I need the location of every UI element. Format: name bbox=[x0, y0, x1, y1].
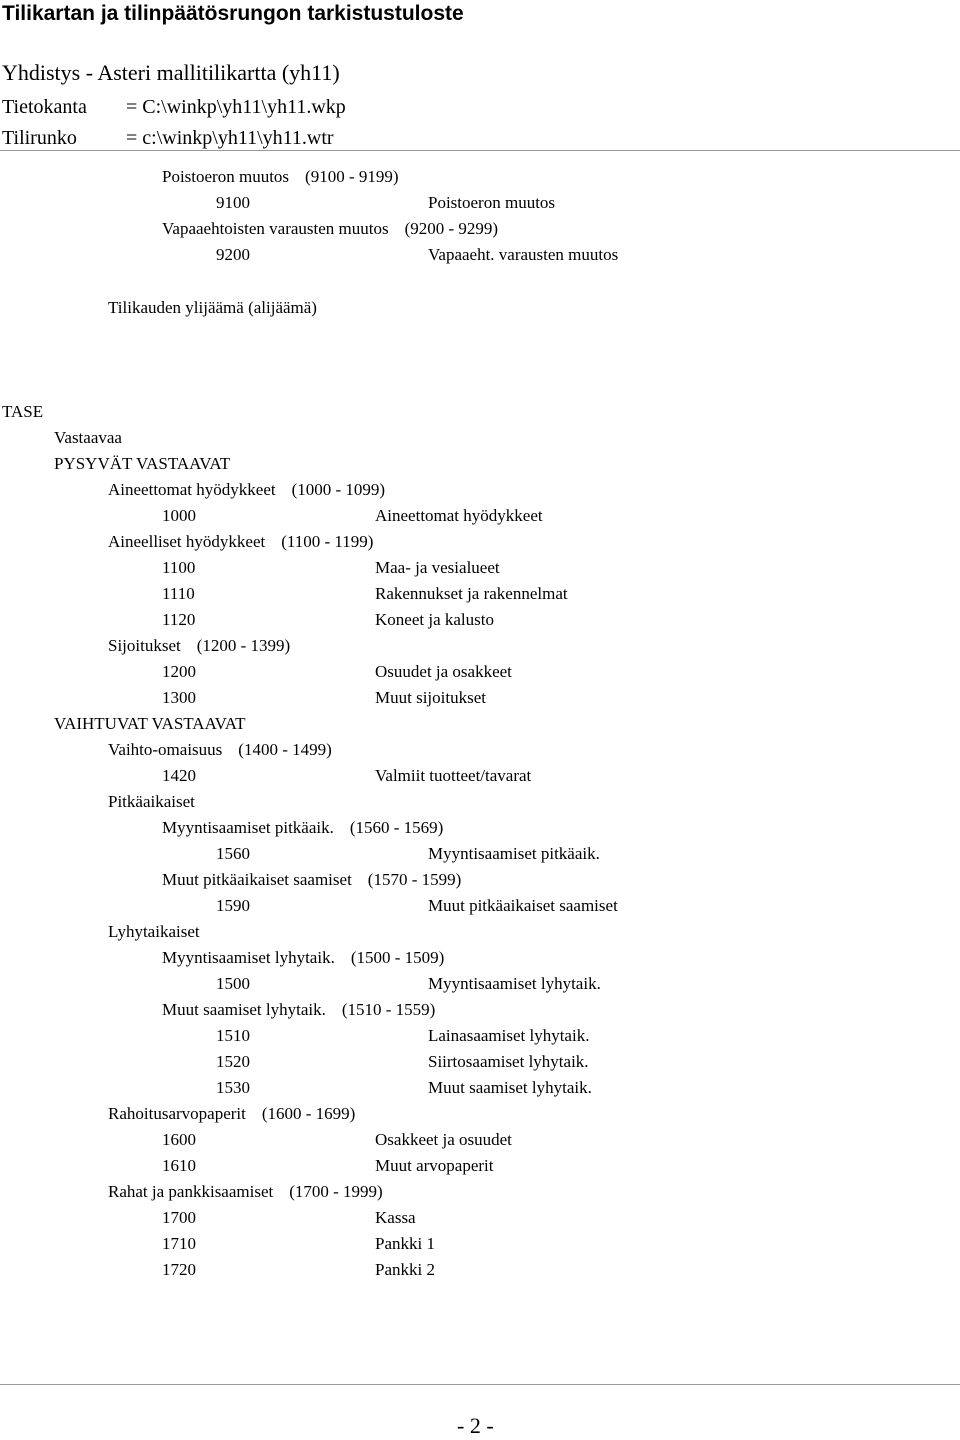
account-number: 1600 bbox=[162, 1130, 196, 1149]
group-range: (1600 - 1699) bbox=[261, 1104, 356, 1123]
group-row bbox=[108, 739, 332, 761]
account-number: 1520 bbox=[216, 1052, 250, 1071]
group-name: Vaihto-omaisuus bbox=[108, 740, 223, 759]
subsection-heading: Lyhytaikaiset bbox=[108, 922, 200, 941]
account-number: 1720 bbox=[162, 1260, 196, 1279]
account-name: Lainasaamiset lyhytaik. bbox=[428, 1026, 590, 1045]
account-number: 1420 bbox=[162, 766, 196, 785]
group-row bbox=[162, 166, 399, 188]
account-number: 1120 bbox=[162, 610, 196, 629]
account-number: 1590 bbox=[216, 896, 250, 915]
account-name: Siirtosaamiset lyhytaik. bbox=[428, 1052, 589, 1071]
assets-heading: Vastaavaa bbox=[54, 428, 122, 447]
group-name: Poistoeron muutos bbox=[162, 167, 290, 186]
group-name: Myyntisaamiset pitkäaik. bbox=[162, 818, 334, 837]
frame-label: Tilirunko bbox=[2, 127, 77, 149]
account-name: Pankki 2 bbox=[375, 1260, 435, 1279]
database-path: = C:\winkp\yh11\yh11.wkp bbox=[126, 96, 346, 118]
group-row bbox=[108, 1181, 383, 1203]
account-name: Myyntisaamiset lyhytaik. bbox=[428, 974, 601, 993]
group-row bbox=[108, 1103, 355, 1125]
report-title: Tilikartan ja tilinpäätösrungon tarkistustuloste bbox=[2, 2, 464, 25]
group-row bbox=[162, 817, 443, 839]
account-number: 1560 bbox=[216, 844, 250, 863]
group-range: (1510 - 1559) bbox=[341, 1000, 436, 1019]
group-row bbox=[108, 479, 385, 501]
group-range: (1200 - 1399) bbox=[196, 636, 291, 655]
group-row bbox=[162, 947, 444, 969]
subsection-heading: Pitkäaikaiset bbox=[108, 792, 195, 811]
account-name: Maa- ja vesialueet bbox=[375, 558, 500, 577]
account-number: 1610 bbox=[162, 1156, 196, 1175]
account-name: Poistoeron muutos bbox=[428, 193, 556, 212]
account-number: 1500 bbox=[216, 974, 250, 993]
account-name: Koneet ja kalusto bbox=[375, 610, 494, 629]
group-name: Aineelliset hyödykkeet bbox=[108, 532, 266, 551]
group-row bbox=[162, 869, 461, 891]
group-name: Rahat ja pankkisaamiset bbox=[108, 1182, 274, 1201]
account-name: Pankki 1 bbox=[375, 1234, 435, 1253]
account-number: 1300 bbox=[162, 688, 196, 707]
report-subtitle: Yhdistys - Asteri mallitilikartta (yh11) bbox=[2, 60, 340, 85]
database-label: Tietokanta bbox=[2, 96, 87, 118]
account-name: Muut saamiset lyhytaik. bbox=[428, 1078, 592, 1097]
account-number: 1000 bbox=[162, 506, 196, 525]
account-name: Aineettomat hyödykkeet bbox=[375, 506, 543, 525]
group-range: (1400 - 1499) bbox=[238, 740, 332, 759]
group-row bbox=[108, 635, 290, 657]
balance-title: TASE bbox=[2, 402, 44, 421]
account-number: 1100 bbox=[162, 558, 196, 577]
account-name: Muut sijoitukset bbox=[375, 688, 486, 707]
group-row bbox=[162, 999, 435, 1021]
account-number: 9100 bbox=[216, 193, 250, 212]
account-number: 9200 bbox=[216, 245, 250, 264]
account-name: Myyntisaamiset pitkäaik. bbox=[428, 844, 600, 863]
section-heading: PYSYVÄT VASTAAVAT bbox=[54, 454, 231, 473]
account-name: Muut arvopaperit bbox=[375, 1156, 494, 1175]
group-range: (9200 - 9299) bbox=[404, 219, 499, 238]
group-name: Muut pitkäaikaiset saamiset bbox=[162, 870, 352, 889]
group-range: (1100 - 1199) bbox=[281, 532, 374, 551]
group-row bbox=[108, 531, 373, 553]
group-range: (1570 - 1599) bbox=[367, 870, 462, 889]
account-number: 1510 bbox=[216, 1026, 250, 1045]
group-name: Sijoitukset bbox=[108, 636, 181, 655]
group-range: (1500 - 1509) bbox=[350, 948, 445, 967]
group-row bbox=[162, 218, 498, 240]
group-name: Rahoitusarvopaperit bbox=[108, 1104, 246, 1123]
account-number: 1110 bbox=[162, 584, 195, 603]
group-range: (9100 - 9199) bbox=[305, 167, 399, 186]
account-number: 1710 bbox=[162, 1234, 196, 1253]
account-name: Vapaaeht. varausten muutos bbox=[428, 245, 619, 264]
account-number: 1700 bbox=[162, 1208, 196, 1227]
group-name: Myyntisaamiset lyhytaik. bbox=[162, 948, 335, 967]
frame-path: = c:\winkp\yh11\yh11.wtr bbox=[126, 127, 334, 149]
footer-divider bbox=[0, 1384, 960, 1385]
header-divider bbox=[0, 150, 960, 151]
account-name: Osakkeet ja osuudet bbox=[375, 1130, 512, 1149]
account-number: 1200 bbox=[162, 662, 196, 681]
group-name: Aineettomat hyödykkeet bbox=[108, 480, 276, 499]
section-heading: VAIHTUVAT VASTAAVAT bbox=[54, 714, 246, 733]
group-range: (1560 - 1569) bbox=[349, 818, 444, 837]
account-name: Valmiit tuotteet/tavarat bbox=[375, 766, 532, 785]
page-number: - 2 - bbox=[457, 1413, 494, 1438]
group-range: (1700 - 1999) bbox=[289, 1182, 383, 1201]
account-name: Kassa bbox=[375, 1208, 416, 1227]
group-range: (1000 - 1099) bbox=[291, 480, 386, 499]
group-name: Muut saamiset lyhytaik. bbox=[162, 1000, 326, 1019]
account-number: 1530 bbox=[216, 1078, 250, 1097]
account-name: Rakennukset ja rakennelmat bbox=[375, 584, 568, 603]
result-heading: Tilikauden ylijäämä (alijäämä) bbox=[108, 298, 317, 317]
account-name: Osuudet ja osakkeet bbox=[375, 662, 512, 681]
group-name: Vapaaehtoisten varausten muutos bbox=[162, 219, 389, 238]
account-name: Muut pitkäaikaiset saamiset bbox=[428, 896, 618, 915]
